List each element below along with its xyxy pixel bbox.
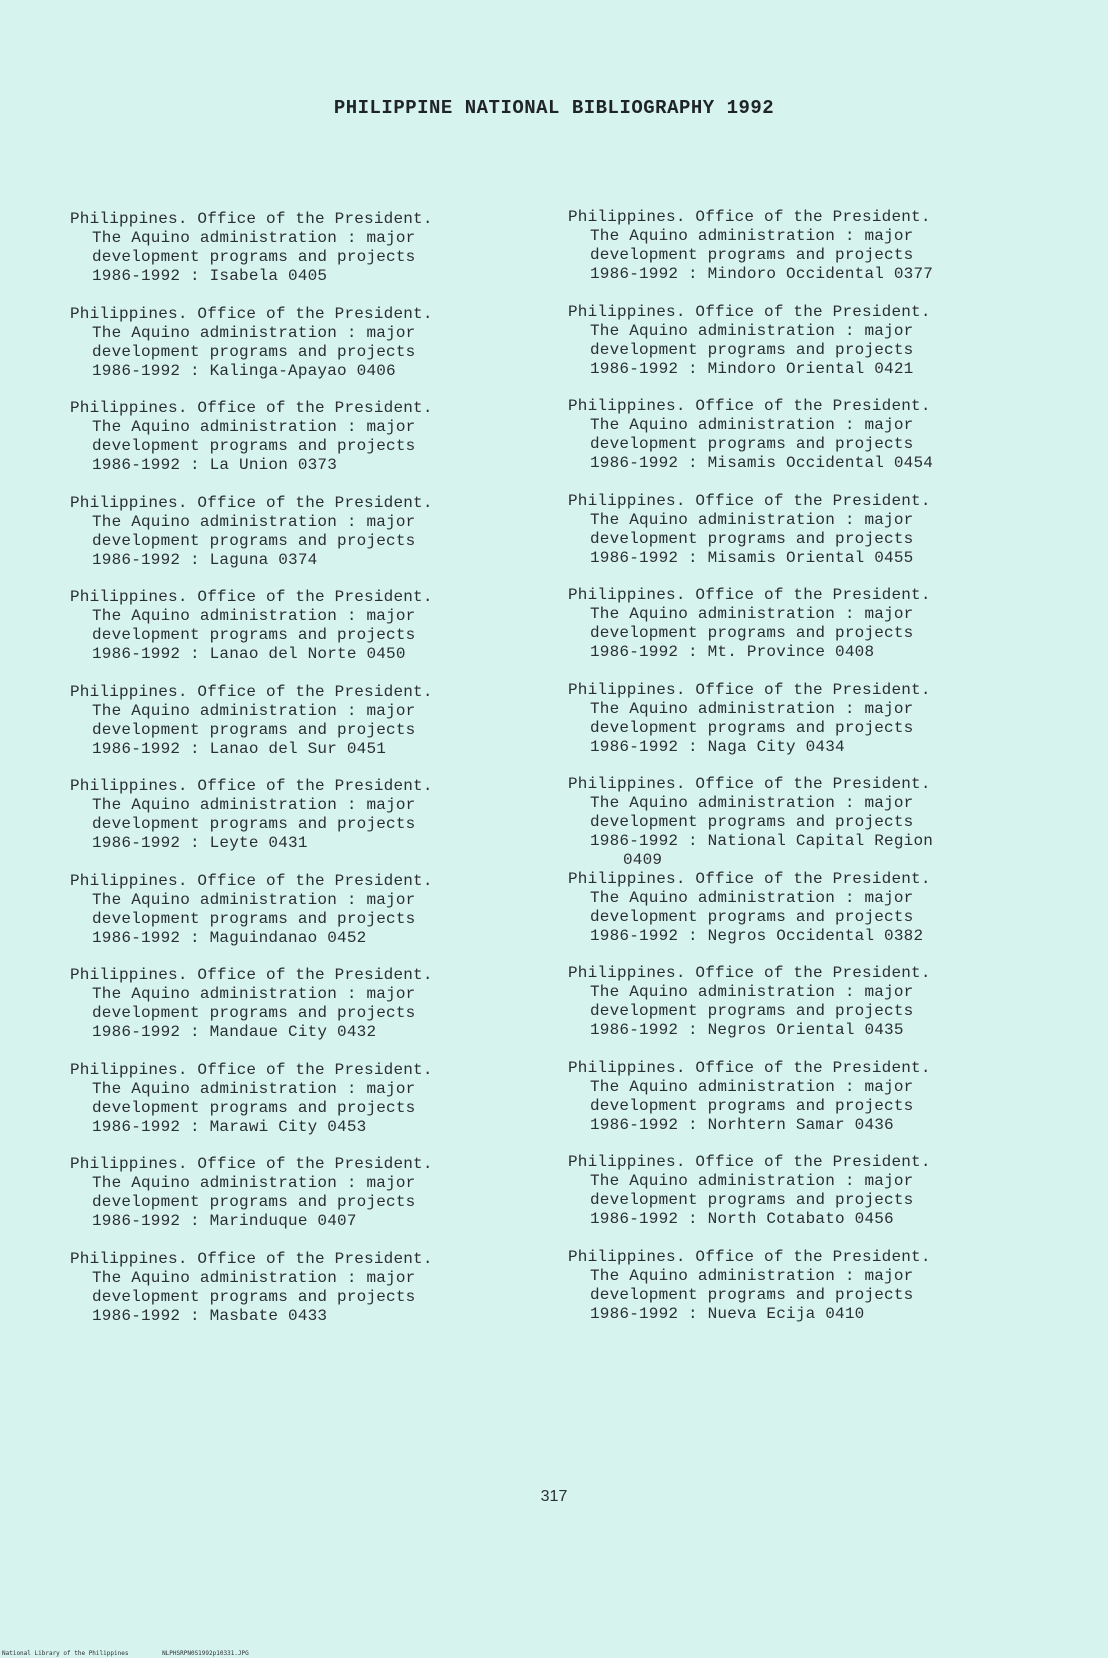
entry-imprint: 1986-1992 : Maguindanao 0452 — [92, 928, 367, 947]
entry-subtitle: development programs and projects — [92, 1193, 416, 1211]
bibliography-entry — [568, 1248, 1038, 1343]
bibliography-entry — [568, 1059, 1038, 1154]
entry-subtitle: development programs and projects — [590, 1285, 914, 1304]
bibliography-entry — [70, 1061, 540, 1156]
entry-imprint: 1986-1992 : Marawi City 0453 — [92, 1117, 367, 1136]
entry-author: Philippines. Office of the President. — [568, 397, 931, 415]
entry-title: The Aquino administration : major — [590, 227, 914, 245]
scan-footer — [2, 1650, 249, 1657]
entry-imprint: 1986-1992 : Laguna 0374 — [92, 550, 318, 569]
entry-imprint: 1986-1992 : Lanao del Sur 0451 — [92, 739, 387, 758]
entry-imprint: 1986-1992 : Mandaue City 0432 — [92, 1023, 377, 1041]
entry-author: Philippines. Office of the President. — [568, 586, 931, 604]
entry-imprint: 1986-1992 : Naga City 0434 — [590, 737, 845, 756]
entry-imprint: 1986-1992 : La Union 0373 — [92, 456, 338, 474]
entry-title: The Aquino administration : major — [92, 890, 416, 909]
entry-imprint: 1986-1992 : Negros Occidental 0382 — [590, 926, 924, 945]
page-title: PHILIPPINE NATIONAL BIBLIOGRAPHY 1992 — [333, 97, 775, 119]
bibliography-entry — [70, 588, 540, 683]
entry-author: Philippines. Office of the President. — [70, 493, 433, 512]
entry-subtitle: development programs and projects — [590, 907, 914, 926]
footer-file: NLPHSRPN0S1992p10331.JPG — [162, 1650, 249, 1657]
entry-title: The Aquino administration : major — [92, 985, 416, 1003]
bibliography-entry — [568, 492, 1038, 587]
entry-imprint: 1986-1992 : Misamis Occidental 0454 — [590, 454, 934, 472]
entry-author: Philippines. Office of the President. — [70, 210, 433, 228]
bibliography-entry — [70, 683, 540, 778]
entry-title: The Aquino administration : major — [590, 416, 914, 434]
entry-subtitle: development programs and projects — [92, 342, 416, 361]
entry-imprint: 1986-1992 : Isabela 0405 — [92, 267, 328, 285]
bibliography-entry — [568, 964, 1038, 1059]
entry-title: The Aquino administration : major — [590, 321, 914, 340]
bibliography-entry — [70, 399, 540, 494]
bibliography-entry — [568, 397, 1038, 492]
entry-imprint: 1986-1992 : Misamis Oriental 0455 — [590, 548, 914, 567]
entry-subtitle: development programs and projects — [590, 718, 914, 737]
entry-author: Philippines. Office of the President. — [70, 588, 433, 606]
entry-author: Philippines. Office of the President. — [70, 871, 433, 890]
entry-subtitle: development programs and projects — [92, 1287, 416, 1306]
bibliography-entry — [568, 775, 1038, 870]
entry-author: Philippines. Office of the President. — [70, 966, 433, 984]
right-column — [568, 208, 1038, 1342]
entry-author: Philippines. Office of the President. — [568, 1058, 931, 1077]
footer-library: National Library of the Philippines — [2, 1650, 129, 1657]
entry-author: Philippines. Office of the President. — [568, 1153, 931, 1171]
bibliography-entry — [568, 208, 1038, 303]
entry-author: Philippines. Office of the President. — [70, 1249, 433, 1268]
entry-subtitle: development programs and projects — [92, 626, 416, 644]
entry-subtitle: development programs and projects — [92, 1098, 416, 1117]
entry-title: The Aquino administration : major — [590, 983, 914, 1001]
entry-title: The Aquino administration : major — [590, 1266, 914, 1285]
left-column — [70, 210, 540, 1344]
entry-title: The Aquino administration : major — [92, 607, 416, 625]
entry-imprint: 1986-1992 : Mindoro Oriental 0421 — [590, 359, 914, 378]
entry-author: Philippines. Office of the President. — [568, 491, 931, 510]
entry-imprint: 1986-1992 : North Cotabato 0456 — [590, 1210, 894, 1228]
entry-title: The Aquino administration : major — [590, 1172, 914, 1190]
entry-subtitle: development programs and projects — [590, 1191, 914, 1209]
entry-subtitle: development programs and projects — [590, 624, 914, 642]
bibliography-entry — [568, 681, 1038, 776]
entry-author: Philippines. Office of the President. — [568, 869, 931, 888]
entry-subtitle: development programs and projects — [92, 720, 416, 739]
entry-imprint: 1986-1992 : Nueva Ecija 0410 — [590, 1304, 865, 1323]
entry-title: The Aquino administration : major — [590, 888, 914, 907]
entry-imprint: 1986-1992 : Norhtern Samar 0436 — [590, 1115, 894, 1134]
entry-imprint: 1986-1992 : Marinduque 0407 — [92, 1212, 357, 1230]
entry-imprint: 1986-1992 : Kalinga-Apayao 0406 — [92, 361, 396, 380]
bibliography-entry — [568, 303, 1038, 398]
entry-title: The Aquino administration : major — [92, 1079, 416, 1098]
entry-author: Philippines. Office of the President. — [568, 964, 931, 982]
entry-subtitle: development programs and projects — [590, 246, 914, 264]
entry-title: The Aquino administration : major — [590, 794, 914, 812]
entry-imprint-continued: 0409 — [623, 851, 663, 869]
entry-title: The Aquino administration : major — [590, 605, 914, 623]
entry-title: The Aquino administration : major — [92, 701, 416, 720]
entry-subtitle: development programs and projects — [590, 340, 914, 359]
entry-title: The Aquino administration : major — [92, 512, 416, 531]
bibliography-entry — [70, 966, 540, 1061]
entry-imprint: 1986-1992 : Negros Oriental 0435 — [590, 1021, 904, 1039]
entry-subtitle: development programs and projects — [590, 435, 914, 453]
entry-subtitle: development programs and projects — [92, 815, 416, 833]
bibliography-entry — [568, 870, 1038, 965]
entry-subtitle: development programs and projects — [590, 1096, 914, 1115]
entry-author: Philippines. Office of the President. — [568, 680, 931, 699]
entry-title: The Aquino administration : major — [92, 1174, 416, 1192]
entry-title: The Aquino administration : major — [92, 418, 416, 436]
entry-author: Philippines. Office of the President. — [568, 1247, 931, 1266]
bibliography-entry — [70, 210, 540, 305]
page-number: 317 — [540, 1488, 568, 1505]
entry-subtitle: development programs and projects — [590, 529, 914, 548]
entry-author: Philippines. Office of the President. — [70, 399, 433, 417]
entry-imprint: 1986-1992 : Masbate 0433 — [92, 1306, 328, 1325]
entry-title: The Aquino administration : major — [92, 796, 416, 814]
bibliography-entry — [568, 1153, 1038, 1248]
entry-title: The Aquino administration : major — [590, 1077, 914, 1096]
entry-imprint: 1986-1992 : Mt. Province 0408 — [590, 643, 875, 661]
entry-subtitle: development programs and projects — [590, 1002, 914, 1020]
entry-imprint: 1986-1992 : National Capital Region — [590, 832, 934, 850]
entry-title: The Aquino administration : major — [590, 699, 914, 718]
entry-imprint: 1986-1992 : Mindoro Occidental 0377 — [590, 265, 934, 283]
entry-subtitle: development programs and projects — [92, 531, 416, 550]
entry-author: Philippines. Office of the President. — [568, 302, 931, 321]
entry-author: Philippines. Office of the President. — [70, 1155, 433, 1173]
entry-subtitle: development programs and projects — [590, 813, 914, 831]
entry-imprint: 1986-1992 : Leyte 0431 — [92, 834, 308, 852]
entry-author: Philippines. Office of the President. — [568, 208, 931, 226]
bibliography-entry — [70, 777, 540, 872]
entry-author: Philippines. Office of the President. — [70, 1060, 433, 1079]
entry-imprint: 1986-1992 : Lanao del Norte 0450 — [92, 645, 406, 663]
entry-subtitle: development programs and projects — [92, 1004, 416, 1022]
entry-author: Philippines. Office of the President. — [70, 682, 433, 701]
bibliography-entry — [70, 1250, 540, 1345]
bibliography-entry — [70, 1155, 540, 1250]
entry-author: Philippines. Office of the President. — [568, 775, 931, 793]
bibliography-entry — [568, 586, 1038, 681]
entry-author: Philippines. Office of the President. — [70, 777, 433, 795]
bibliography-entry — [70, 872, 540, 967]
entry-subtitle: development programs and projects — [92, 909, 416, 928]
entry-subtitle: development programs and projects — [92, 248, 416, 266]
entry-title: The Aquino administration : major — [590, 510, 914, 529]
entry-author: Philippines. Office of the President. — [70, 304, 433, 323]
bibliography-entry — [70, 494, 540, 589]
entry-subtitle: development programs and projects — [92, 437, 416, 455]
entry-title: The Aquino administration : major — [92, 1268, 416, 1287]
bibliography-entry — [70, 305, 540, 400]
entry-title: The Aquino administration : major — [92, 323, 416, 342]
entry-title: The Aquino administration : major — [92, 229, 416, 247]
